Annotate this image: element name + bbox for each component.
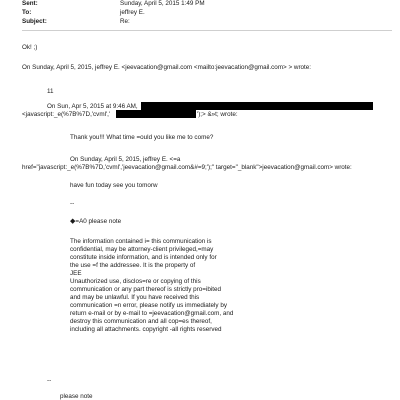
bottom-please-note: please note <box>60 393 93 400</box>
disclaimer-line: the use =f the addressee. It is the property of <box>70 262 196 269</box>
disclaimer-line: JEE <box>70 270 82 277</box>
to-label: To: <box>22 9 32 16</box>
dash-line: -- <box>70 200 75 207</box>
reply-text: Ok! ;) <box>22 44 38 51</box>
subject-label: Subject: <box>22 18 47 25</box>
please-note-code: =A0 please note <box>75 218 122 225</box>
fun-line: have fun today see you tomorw <box>70 182 158 189</box>
disclaimer-line: return e-mail or by e-mail to =jeevacation@gmail.com, and <box>70 310 234 317</box>
quote2-header-line2-start: <javascript:_e(%7B%7D,'cvml',' <box>22 111 111 118</box>
quote1-header: On Sunday, April 5, 2015, jeffrey E. <jeevacation@gmail.com <mailto:jeevacation@gmail.com> > wrote: <box>22 64 312 71</box>
redaction-bar <box>141 102 373 110</box>
disclaimer-line: destroy this communication and all cop=es thereof, <box>70 318 212 325</box>
disclaimer-line: The information contained i= this communication is <box>70 238 212 245</box>
number-line: 11 <box>47 88 54 95</box>
bottom-dash: -- <box>47 377 52 384</box>
quote2-header-line1: On Sun, Apr 5, 2015 at 9:46 AM, <box>47 103 138 110</box>
redaction-bar <box>116 110 196 118</box>
disclaimer-line: constitute inside information, and is intended only for <box>70 254 217 261</box>
quote3-header-line1: On Sunday, April 5, 2015, jeffrey E. <=a <box>70 156 181 163</box>
disclaimer-line: and may be unlawful. If you have received this <box>70 294 200 301</box>
quote3-header-line2: href="javascript:_e(%7B%7D,'cvml','jeevacation@gmail.com&#=9;');" target="_blank">jeevacation@gmail.com> wrote: <box>22 164 352 171</box>
sent-value: Sunday, April 5, 2015 1:49 PM <box>120 0 205 7</box>
quote2-header-line2-end: ');> &»t; wrote: <box>197 111 238 118</box>
header-divider <box>22 30 392 31</box>
subject-value: Re: <box>120 18 130 25</box>
sent-label: Sent: <box>22 0 38 7</box>
disclaimer-line: communication or any part thereof is strictly pro=ibited <box>70 286 222 293</box>
please-note-line <box>70 218 121 226</box>
replacement-glyph-icon: ◆ <box>70 218 76 225</box>
disclaimer-line: confidential, may be attorney-client privileged,=may <box>70 246 214 253</box>
thanks-line: Thank you!!! What time =ould you like me to come? <box>70 134 214 141</box>
disclaimer-line: including all attachments. copyright -all rights reserved <box>70 326 222 333</box>
disclaimer-line: Unauthorized use, disclos=re or copying of this <box>70 278 201 285</box>
to-value: jeffrey E. <box>120 9 145 16</box>
disclaimer-line: communication =n error, please notify us immediately by <box>70 302 227 309</box>
